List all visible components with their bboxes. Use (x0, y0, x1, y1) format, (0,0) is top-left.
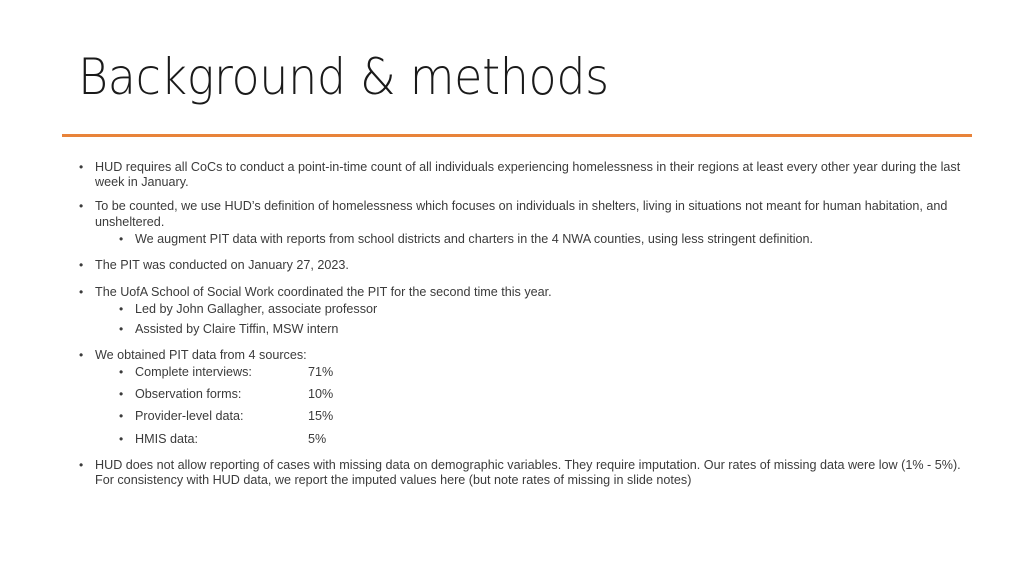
bullet-glyph-icon: • (119, 409, 124, 424)
data-source-label: Observation forms: (135, 387, 242, 402)
page-title: Background & methods (78, 48, 609, 106)
data-source-label: HMIS data: (135, 431, 198, 446)
bullet-glyph-icon: • (119, 321, 124, 336)
bullet-text (135, 409, 982, 424)
bullet-text: HUD requires all CoCs to conduct a point-in-time count of all individuals experiencing homelessness in their regions at least every other year during the last week in January. (95, 160, 961, 190)
data-source-row (62, 387, 982, 402)
bullet-item (62, 160, 982, 190)
bullet-glyph-icon: • (119, 431, 124, 446)
bullet-glyph-icon: • (119, 302, 124, 317)
bullet-glyph-icon: • (119, 231, 124, 246)
data-source-value: 10% (308, 387, 334, 402)
bullet-glyph-icon: • (79, 199, 84, 214)
bullet-text: HUD does not allow reporting of cases with missing data on demographic variables. They require imputation. Our rates of missing data were low (1% - 5%). For consistency with HUD data, we report the imputed values here (but note rates of missing in slide notes) (95, 457, 961, 488)
data-source-label: Provider-level data: (135, 409, 244, 424)
data-source-value: 5% (308, 431, 327, 446)
bullet-item (62, 258, 982, 273)
bullet-glyph-icon: • (79, 285, 84, 300)
data-source-value: 15% (308, 409, 334, 424)
bullet-text: To be counted, we use HUD’s definition of homelessness which focuses on individuals in shelters, living in situations not meant for human habitation, and unsheltered. (95, 199, 948, 229)
bullet-text: Assisted by Claire Tiffin, MSW intern (135, 321, 339, 336)
title-divider (62, 134, 972, 137)
bullet-text: The PIT was conducted on January 27, 2023. (95, 258, 349, 273)
bullet-text: We obtained PIT data from 4 sources: (95, 347, 307, 362)
sub-bullet-item (62, 232, 982, 247)
bullet-glyph-icon: • (119, 387, 124, 402)
title-block (78, 48, 978, 106)
data-source-label: Complete interviews: (135, 365, 252, 380)
bullet-glyph-icon: • (79, 258, 84, 273)
bullet-item (62, 199, 982, 229)
bullet-item (62, 348, 982, 363)
bullet-text: The UofA School of Social Work coordinated the PIT for the second time this year. (95, 285, 552, 300)
data-source-value: 71% (308, 365, 334, 380)
sub-bullet-item (62, 322, 982, 337)
sub-bullet-item (62, 302, 982, 317)
bullet-text: We augment PIT data with reports from school districts and charters in the 4 NWA counties, using less stringent definition. (135, 231, 814, 246)
data-source-row (62, 365, 982, 380)
bullet-item (62, 458, 982, 488)
data-source-row (62, 409, 982, 424)
bullet-glyph-icon: • (79, 160, 84, 174)
bullet-text (135, 387, 982, 402)
bullet-glyph-icon: • (119, 365, 124, 380)
slide-body (62, 160, 982, 497)
data-source-row (62, 432, 982, 447)
bullet-glyph-icon: • (79, 347, 84, 362)
bullet-item (62, 285, 982, 300)
bullet-text (135, 432, 982, 447)
bullet-text (135, 365, 982, 380)
bullet-text: Led by John Gallagher, associate professor (135, 302, 378, 317)
bullet-glyph-icon: • (79, 457, 84, 472)
